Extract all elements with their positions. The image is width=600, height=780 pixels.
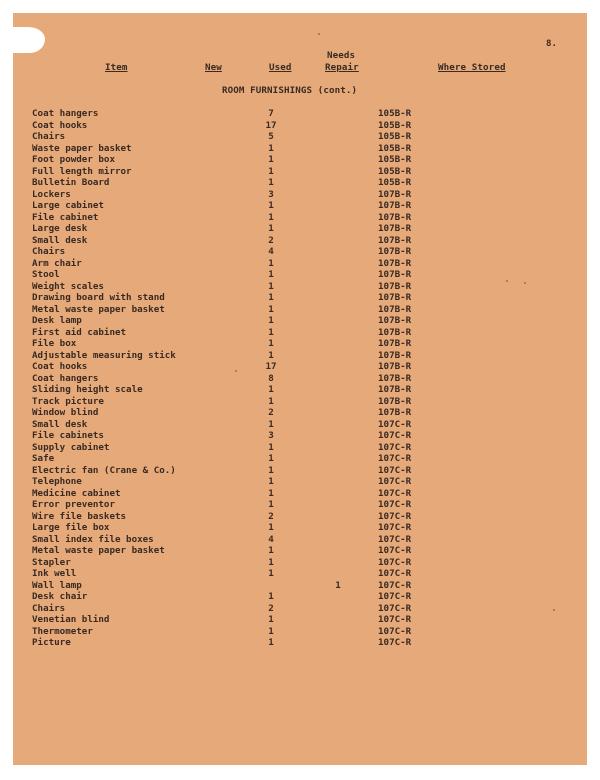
table-row — [13, 591, 587, 603]
table-row — [13, 338, 587, 350]
table-row — [13, 200, 587, 212]
row-item: Metal waste paper basket — [32, 303, 165, 315]
row-used-qty: 1 — [268, 545, 274, 556]
table-row — [13, 419, 587, 431]
row-used-qty: 1 — [268, 303, 274, 315]
row-item: Coat hangers — [32, 108, 99, 119]
row-where-stored: 107C-R — [378, 533, 412, 545]
row-item: Large desk — [32, 223, 88, 234]
torn-corner — [13, 27, 45, 53]
table-row — [13, 166, 587, 178]
row-where-stored: 107B-R — [378, 395, 412, 407]
row-item: Track picture — [32, 395, 104, 407]
row-used-qty: 1 — [268, 349, 274, 361]
row-item: Waste paper basket — [32, 142, 132, 154]
row-used-qty: 1 — [268, 200, 274, 211]
row-used-qty: 1 — [268, 499, 274, 510]
table-row — [13, 350, 587, 362]
row-where-stored: 107C-R — [378, 418, 412, 430]
row-item: Weight scales — [32, 280, 104, 292]
table-row — [13, 430, 587, 442]
row-item: Error preventor — [32, 499, 115, 510]
row-item: Venetian blind — [32, 614, 110, 625]
row-item: Large file box — [32, 522, 110, 533]
table-row — [13, 120, 587, 132]
row-used-qty: 1 — [268, 418, 274, 430]
row-where-stored: 107B-R — [378, 361, 412, 372]
row-used-qty: 1 — [268, 614, 274, 625]
row-where-stored: 107C-R — [378, 591, 412, 602]
row-item: Chairs — [32, 246, 66, 257]
table-row — [13, 580, 587, 592]
row-used-qty: 1 — [268, 453, 274, 464]
row-item: File cabinets — [32, 430, 104, 441]
row-used-qty: 1 — [268, 269, 274, 280]
row-item: Electric fan (Crane & Co.) — [32, 464, 176, 476]
row-item: Large cabinet — [32, 200, 104, 211]
row-where-stored: 107B-R — [378, 223, 412, 234]
row-item: Desk chair — [32, 591, 88, 602]
row-used-qty: 1 — [268, 292, 274, 303]
row-item: Telephone — [32, 476, 82, 487]
table-row — [13, 258, 587, 270]
row-where-stored: 107C-R — [378, 568, 412, 579]
row-where-stored: 105B-R — [378, 108, 412, 119]
table-row — [13, 361, 587, 373]
row-used-qty: 1 — [268, 142, 274, 154]
row-used-qty: 1 — [268, 177, 274, 188]
row-used-qty: 7 — [268, 108, 274, 119]
row-used-qty: 1 — [268, 165, 274, 177]
row-item: Chairs — [32, 602, 66, 614]
table-row — [13, 131, 587, 143]
row-used-qty: 2 — [268, 234, 274, 246]
row-item: Adjustable measuring stick — [32, 349, 176, 361]
table-row — [13, 143, 587, 155]
table-row — [13, 568, 587, 580]
row-item: Drawing board with stand — [32, 292, 165, 303]
row-where-stored: 105B-R — [378, 142, 412, 154]
row-item: Coat hangers — [32, 372, 99, 384]
table-row — [13, 557, 587, 569]
row-where-stored: 107C-R — [378, 453, 412, 464]
row-item: File box — [32, 338, 77, 349]
table-row — [13, 488, 587, 500]
table-row — [13, 281, 587, 293]
table-row — [13, 292, 587, 304]
row-used-qty: 1 — [268, 280, 274, 292]
table-row — [13, 108, 587, 120]
table-row — [13, 315, 587, 327]
row-where-stored: 107B-R — [378, 326, 412, 338]
row-where-stored: 107B-R — [378, 303, 412, 315]
row-where-stored: 105B-R — [378, 165, 412, 177]
row-item: Desk lamp — [32, 315, 82, 326]
table-row — [13, 327, 587, 339]
row-used-qty: 1 — [268, 326, 274, 338]
document-page — [13, 13, 587, 765]
table-row — [13, 304, 587, 316]
row-used-qty: 1 — [268, 487, 274, 499]
row-where-stored: 107C-R — [378, 556, 412, 568]
row-used-qty: 3 — [268, 430, 274, 441]
row-used-qty: 2 — [268, 510, 274, 522]
row-used-qty: 1 — [268, 384, 274, 395]
table-row — [13, 396, 587, 408]
row-used-qty: 1 — [268, 476, 274, 487]
row-item: Stool — [32, 269, 60, 280]
row-item: Bulletin Board — [32, 177, 110, 188]
table-row — [13, 522, 587, 534]
row-item: Arm chair — [32, 257, 82, 269]
row-item: Lockers — [32, 188, 71, 200]
row-used-qty: 1 — [268, 441, 274, 453]
table-row — [13, 545, 587, 557]
row-where-stored: 107B-R — [378, 315, 412, 326]
table-row — [13, 637, 587, 649]
row-where-stored: 107B-R — [378, 280, 412, 292]
row-item: Metal waste paper basket — [32, 545, 165, 556]
row-item: Foot powder box — [32, 154, 115, 165]
table-row — [13, 189, 587, 201]
row-where-stored: 107B-R — [378, 407, 412, 418]
row-where-stored: 107B-R — [378, 234, 412, 246]
row-where-stored: 107C-R — [378, 487, 412, 499]
table-row — [13, 614, 587, 626]
header-used: Used — [269, 62, 292, 73]
header-new: New — [205, 62, 222, 73]
table-row — [13, 154, 587, 166]
row-where-stored: 105B-R — [378, 119, 412, 131]
row-used-qty: 1 — [268, 464, 274, 476]
row-used-qty: 1 — [268, 154, 274, 165]
row-where-stored: 107C-R — [378, 499, 412, 510]
table-row — [13, 476, 587, 488]
row-used-qty: 17 — [265, 119, 277, 131]
row-where-stored: 107B-R — [378, 372, 412, 384]
row-item: File cabinet — [32, 211, 99, 223]
row-item: Ink well — [32, 568, 77, 579]
row-used-qty: 1 — [268, 625, 274, 637]
row-item: Wall lamp — [32, 579, 82, 591]
row-used-qty: 2 — [268, 602, 274, 614]
row-where-stored: 107B-R — [378, 246, 412, 257]
row-used-qty: 1 — [268, 568, 274, 579]
row-used-qty: 5 — [268, 131, 274, 142]
row-where-stored: 107B-R — [378, 338, 412, 349]
row-used-qty: 1 — [268, 338, 274, 349]
row-where-stored: 107C-R — [378, 625, 412, 637]
row-where-stored: 107C-R — [378, 476, 412, 487]
row-where-stored: 107C-R — [378, 464, 412, 476]
row-repair-qty: 1 — [335, 579, 341, 591]
row-item: Chairs — [32, 131, 66, 142]
row-where-stored: 107B-R — [378, 292, 412, 303]
row-where-stored: 107C-R — [378, 510, 412, 522]
row-used-qty: 1 — [268, 637, 274, 648]
row-used-qty: 2 — [268, 407, 274, 418]
row-used-qty: 1 — [268, 522, 274, 533]
row-item: Wire file baskets — [32, 510, 127, 522]
row-where-stored: 107C-R — [378, 522, 412, 533]
row-where-stored: 105B-R — [378, 177, 412, 188]
row-item: Coat hooks — [32, 119, 88, 131]
row-used-qty: 1 — [268, 395, 274, 407]
row-where-stored: 107B-R — [378, 384, 412, 395]
row-used-qty: 1 — [268, 257, 274, 269]
header-needs: Needs — [327, 50, 356, 61]
row-where-stored: 107B-R — [378, 257, 412, 269]
table-row — [13, 269, 587, 281]
table-row — [13, 235, 587, 247]
table-row — [13, 534, 587, 546]
row-where-stored: 107C-R — [378, 441, 412, 453]
header-item: Item — [105, 62, 128, 73]
page-number: 8. — [546, 39, 558, 49]
row-where-stored: 107C-R — [378, 579, 412, 591]
table-row — [13, 407, 587, 419]
row-used-qty: 1 — [268, 315, 274, 326]
row-used-qty: 3 — [268, 188, 274, 200]
table-row — [13, 442, 587, 454]
row-item: Small index file boxes — [32, 533, 154, 545]
table-row — [13, 453, 587, 465]
row-where-stored: 107B-R — [378, 211, 412, 223]
header-where-stored: Where Stored — [438, 62, 506, 73]
row-item: Full length mirror — [32, 165, 132, 177]
row-where-stored: 107C-R — [378, 614, 412, 625]
row-where-stored: 107C-R — [378, 545, 412, 556]
row-used-qty: 8 — [268, 372, 274, 384]
table-row — [13, 603, 587, 615]
row-item: Thermometer — [32, 625, 93, 637]
table-row — [13, 223, 587, 235]
row-where-stored: 107C-R — [378, 637, 412, 648]
row-item: Small desk — [32, 418, 88, 430]
row-item: Medicine cabinet — [32, 487, 121, 499]
row-item: Window blind — [32, 407, 99, 418]
header-repair: Repair — [325, 62, 359, 73]
row-used-qty: 4 — [268, 246, 274, 257]
table-row — [13, 177, 587, 189]
row-where-stored: 107B-R — [378, 188, 412, 200]
row-item: Sliding height scale — [32, 384, 143, 395]
table-row — [13, 465, 587, 477]
table-row — [13, 373, 587, 385]
row-item: Picture — [32, 637, 71, 648]
table-row — [13, 246, 587, 258]
row-where-stored: 107C-R — [378, 602, 412, 614]
row-used-qty: 4 — [268, 533, 274, 545]
row-where-stored: 107C-R — [378, 430, 412, 441]
section-title: ROOM FURNISHINGS (cont.) — [222, 85, 358, 96]
table-row — [13, 511, 587, 523]
row-where-stored: 107B-R — [378, 349, 412, 361]
row-item: Coat hooks — [32, 361, 88, 372]
table-row — [13, 499, 587, 511]
table-row — [13, 384, 587, 396]
table-row — [13, 626, 587, 638]
row-item: Small desk — [32, 234, 88, 246]
row-used-qty: 1 — [268, 211, 274, 223]
row-used-qty: 17 — [265, 361, 277, 372]
table-row — [13, 212, 587, 224]
row-item: Stapler — [32, 556, 71, 568]
row-where-stored: 107B-R — [378, 269, 412, 280]
row-where-stored: 107B-R — [378, 200, 412, 211]
row-where-stored: 105B-R — [378, 154, 412, 165]
row-item: Supply cabinet — [32, 441, 110, 453]
row-used-qty: 1 — [268, 591, 274, 602]
row-item: Safe — [32, 453, 55, 464]
row-item: First aid cabinet — [32, 326, 127, 338]
row-where-stored: 105B-R — [378, 131, 412, 142]
row-used-qty: 1 — [268, 223, 274, 234]
row-used-qty: 1 — [268, 556, 274, 568]
inventory-table — [13, 108, 587, 649]
